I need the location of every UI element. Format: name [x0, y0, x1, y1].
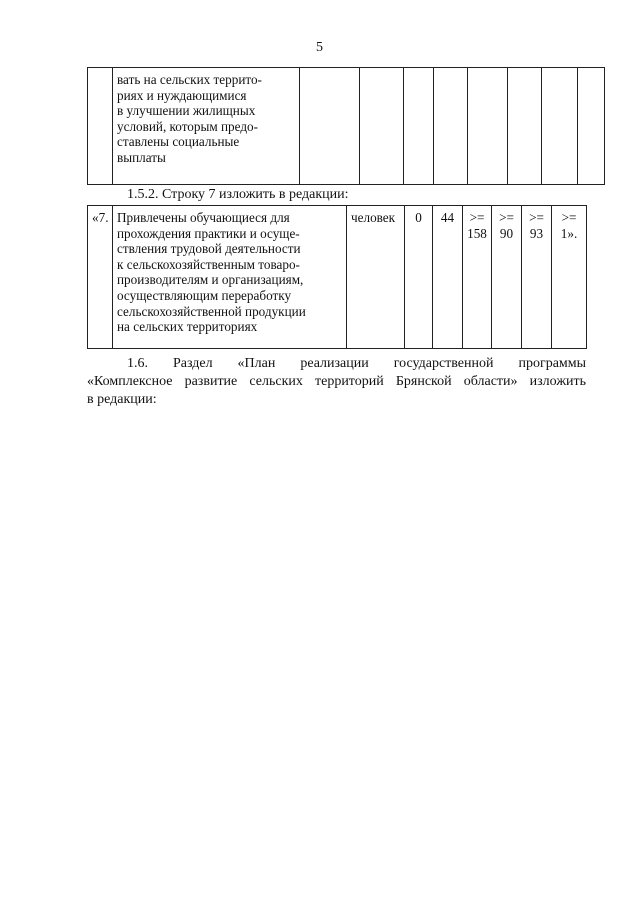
paragraph-1-6-line-1 [87, 355, 586, 373]
value-line: >= [529, 210, 544, 225]
description-line: сельскохозяйственной продукции [117, 303, 306, 319]
table-cell-description [113, 68, 300, 185]
description-line: прохождения практики и осуще- [117, 225, 300, 241]
description-line: в улучшении жилищных [117, 103, 256, 119]
table-cell-unit: человек [347, 206, 405, 349]
table-cell-value [522, 206, 552, 349]
paragraph-1-6-line-3: в редакции: [87, 392, 157, 407]
value-line: >= [469, 210, 485, 225]
table-continuation [87, 67, 605, 185]
table-cell-value [463, 206, 492, 349]
value-line: 1». [560, 225, 578, 241]
value-line: 90 [499, 225, 514, 241]
description-line: производителям и организациям, [117, 272, 304, 288]
table-row-7 [87, 205, 587, 349]
value-line: 93 [529, 225, 544, 241]
description-line: вать на сельских террито- [117, 72, 262, 87]
description-line: на сельских территориях [117, 319, 258, 335]
table-cell-value [542, 68, 578, 185]
description-line: условий, которым предо- [117, 118, 259, 134]
description-line: к сельскохозяйственным товаро- [117, 256, 300, 272]
description-line: Привлечены обучающиеся для [117, 210, 290, 225]
table-cell-description [113, 206, 347, 349]
paragraph-word: «План [237, 356, 276, 371]
description-line: ствления трудовой деятельности [117, 241, 301, 257]
paragraph-word: программы [518, 356, 587, 371]
table-cell-value [433, 206, 463, 349]
value-line: 158 [467, 225, 487, 241]
paragraph-word: реализации [300, 356, 369, 371]
paragraph-1-6-line-2: «Комплексное развитие сельских территорий Брянской области» изложить [87, 374, 586, 389]
table-cell-value [578, 68, 605, 185]
description-line: риях и нуждающимися [117, 87, 247, 103]
table-cell-value [434, 68, 468, 185]
table-cell-value [492, 206, 522, 349]
table-row [88, 68, 605, 185]
description-line: осуществляющим переработку [117, 287, 292, 303]
table-cell-value [508, 68, 542, 185]
value-line: >= [561, 210, 577, 225]
table-cell-value [404, 68, 434, 185]
paragraph-word: Раздел [172, 356, 213, 371]
table-row [88, 206, 587, 349]
value-line: 0 [415, 210, 422, 225]
description-line: выплаты [117, 149, 166, 165]
value-line: 44 [440, 210, 455, 225]
value-line: >= [499, 210, 514, 225]
table-cell-value [468, 68, 508, 185]
table-cell-value [552, 206, 587, 349]
page-number: 5 [316, 40, 323, 55]
table-cell-value [360, 68, 404, 185]
description-line: ставлены социальные [117, 134, 240, 150]
paragraph-1-5-2: 1.5.2. Строку 7 изложить в редакции: [127, 187, 349, 202]
paragraph-word: 1.6. [127, 356, 148, 371]
table-cell-number [88, 68, 113, 185]
table-cell-unit [300, 68, 360, 185]
paragraph-word: государственной [393, 356, 494, 371]
table-cell-value [405, 206, 433, 349]
table-cell-number: «7. [88, 206, 113, 349]
